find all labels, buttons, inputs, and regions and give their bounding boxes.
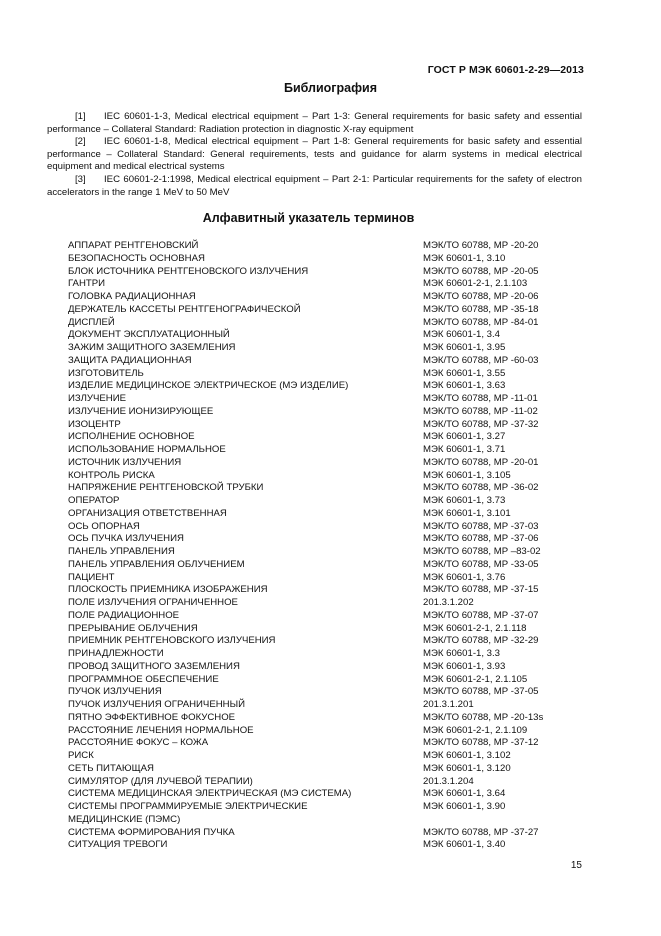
index-term: ПРЕРЫВАНИЕ ОБЛУЧЕНИЯ xyxy=(68,622,198,634)
index-reference: МЭК 60601-1, 3.4 xyxy=(423,329,501,341)
index-term: ЗАЩИТА РАДИАЦИОННАЯ xyxy=(68,354,192,366)
index-term: ДИСПЛЕЙ xyxy=(68,316,115,328)
index-reference: МЭК 60601-1, 3.95 xyxy=(423,342,506,353)
index-reference: МЭК/ТО 60788, МР -11-02 xyxy=(423,405,538,417)
index-row xyxy=(68,431,588,444)
index-term: ПАНЕЛЬ УПРАВЛЕНИЯ xyxy=(68,546,175,557)
index-reference: МЭК/ТО 60788, МР -37-15 xyxy=(423,584,539,596)
index-row xyxy=(68,597,588,610)
index-reference: МЭК/ТО 60788, МР –83-02 xyxy=(423,546,541,557)
index-reference: МЭК/ТО 60788, МР -20-01 xyxy=(423,456,539,468)
index-reference: МЭК/ТО 60788, МР -37-07 xyxy=(423,609,539,621)
index-row xyxy=(68,776,588,789)
index-term: ПРОГРАММНОЕ ОБЕСПЕЧЕНИЕ xyxy=(68,673,219,685)
index-term: ГОЛОВКА РАДИАЦИОННАЯ xyxy=(68,291,196,302)
index-row xyxy=(68,317,588,330)
index-reference: МЭК 60601-1, 3.105 xyxy=(423,469,511,481)
index-row xyxy=(68,584,588,597)
bibliography-list xyxy=(47,111,582,199)
index-row xyxy=(68,457,588,470)
index-reference: 201.3.1.204 xyxy=(423,775,474,787)
bibliography-entry-number: [1] xyxy=(75,111,86,122)
index-reference: 201.3.1.202 xyxy=(423,597,474,608)
bibliography-entry xyxy=(47,136,582,174)
index-term: ДЕРЖАТЕЛЬ КАССЕТЫ РЕНТГЕНОГРАФИЧЕСКОЙ xyxy=(68,303,301,315)
index-term: СИТУАЦИЯ ТРЕВОГИ xyxy=(68,839,168,851)
index-reference: МЭК 60601-1, 3.93 xyxy=(423,660,506,672)
index-term: ОРГАНИЗАЦИЯ ОТВЕТСТВЕННАЯ xyxy=(68,507,227,519)
index-reference: МЭК/ТО 60788, МР -60-03 xyxy=(423,354,539,366)
bibliography-entry xyxy=(47,111,582,136)
bibliography-entry-number: [3] xyxy=(75,173,86,185)
index-reference: МЭК 60601-1, 3.10 xyxy=(423,252,506,264)
index-title: Алфавитный указатель терминов xyxy=(202,211,415,225)
index-row xyxy=(68,635,588,648)
index-term: ИЗЛУЧЕНИЕ xyxy=(68,393,126,404)
index-reference: МЭК 60601-1, 3.55 xyxy=(423,367,506,379)
index-row xyxy=(68,482,588,495)
index-row xyxy=(68,839,588,852)
index-reference: МЭК 60601-1, 3.90 xyxy=(423,801,506,812)
index-reference: МЭК 60601-1, 3.76 xyxy=(423,571,506,583)
index-row xyxy=(68,686,588,699)
index-row xyxy=(68,801,588,814)
index-term: РАССТОЯНИЕ ФОКУС – КОЖА xyxy=(68,737,209,749)
index-row xyxy=(68,712,588,725)
index-reference: МЭК/ТО 60788, МР -33-05 xyxy=(423,558,539,570)
index-row xyxy=(68,814,588,827)
index-term: ПУЧОК ИЗЛУЧЕНИЯ xyxy=(68,686,162,698)
index-row xyxy=(68,444,588,457)
index-term: ИСТОЧНИК ИЗЛУЧЕНИЯ xyxy=(68,456,182,468)
index-term: ПРИЕМНИК РЕНТГЕНОВСКОГО ИЗЛУЧЕНИЯ xyxy=(68,635,276,647)
index-term: ПРИНАДЛЕЖНОСТИ xyxy=(68,648,164,659)
index-reference: МЭК/ТО 60788, МР -11-01 xyxy=(423,393,538,404)
document-code: ГОСТ Р МЭК 60601-2-29—2013 xyxy=(427,64,584,76)
index-term: ПЛОСКОСТЬ ПРИЕМНИКА ИЗОБРАЖЕНИЯ xyxy=(68,584,268,596)
index-term: ПРОВОД ЗАЩИТНОГО ЗАЗЕМЛЕНИЯ xyxy=(68,660,240,672)
index-row xyxy=(68,419,588,432)
index-reference: МЭК/ТО 60788, МР -20-05 xyxy=(423,265,539,277)
index-term: ИСПОЛЬЗОВАНИЕ НОРМАЛЬНОЕ xyxy=(68,444,226,455)
index-term: ОПЕРАТОР xyxy=(68,495,120,506)
index-reference: МЭК/ТО 60788, МР -37-27 xyxy=(423,826,539,838)
index-reference: МЭК/ТО 60788, МР -37-06 xyxy=(423,533,539,545)
index-reference: МЭК 60601-1, 3.40 xyxy=(423,839,506,851)
index-term: ОСЬ ОПОРНАЯ xyxy=(68,520,140,532)
index-row xyxy=(68,508,588,521)
index-reference: 201.3.1.201 xyxy=(423,699,474,710)
index-reference: МЭК 60601-1, 3.102 xyxy=(423,750,511,761)
index-row xyxy=(68,533,588,546)
index-term: ПОЛЕ РАДИАЦИОННОЕ xyxy=(68,609,180,621)
index-reference: МЭК/ТО 60788, МР -37-32 xyxy=(423,418,539,430)
index-reference: МЭК/ТО 60788, МР -84-01 xyxy=(423,316,539,328)
index-reference: МЭК 60601-1, 3.120 xyxy=(423,762,511,774)
index-reference: МЭК/ТО 60788, МР -35-18 xyxy=(423,303,539,315)
index-reference: МЭК/ТО 60788, МР -20-20 xyxy=(423,240,539,251)
index-row xyxy=(68,661,588,674)
index-row xyxy=(68,342,588,355)
index-row xyxy=(68,253,588,266)
index-reference: МЭК/ТО 60788, МР -37-03 xyxy=(423,520,539,532)
bibliography-entry xyxy=(47,174,582,199)
index-reference: МЭК/ТО 60788, МР -20-13s xyxy=(423,711,544,723)
index-row xyxy=(68,725,588,738)
index-row xyxy=(68,406,588,419)
bibliography-entry-text: IEC 60601-2-1:1998, Medical electrical equipment – Part 2-1: Particular requirements for the safety of electron accelerators in the range 1 MeV to 50 MeV xyxy=(47,173,582,198)
index-reference: МЭК 60601-1, 3.27 xyxy=(423,431,506,443)
index-term: ПАЦИЕНТ xyxy=(68,571,115,583)
index-row xyxy=(68,610,588,623)
index-reference: МЭК 60601-1, 3.101 xyxy=(423,507,511,519)
index-reference: МЭК/ТО 60788, МР -20-06 xyxy=(423,291,539,302)
index-row xyxy=(68,329,588,342)
index-term: АППАРАТ РЕНТГЕНОВСКИЙ xyxy=(68,240,199,251)
index-reference: МЭК 60601-1, 3.3 xyxy=(423,648,501,659)
index-term: ИЗОЦЕНТР xyxy=(68,418,121,430)
index-row xyxy=(68,788,588,801)
index-row xyxy=(68,291,588,304)
index-row xyxy=(68,572,588,585)
index-term: БЕЗОПАСНОСТЬ ОСНОВНАЯ xyxy=(68,252,205,264)
index-row xyxy=(68,763,588,776)
index-row xyxy=(68,368,588,381)
index-reference xyxy=(423,814,588,827)
index-row xyxy=(68,470,588,483)
index-row xyxy=(68,495,588,508)
index-term: ПОЛЕ ИЗЛУЧЕНИЯ ОГРАНИЧЕННОЕ xyxy=(68,597,238,608)
index-reference: МЭК 60601-1, 3.71 xyxy=(423,444,506,455)
bibliography-title: Библиография xyxy=(283,81,378,95)
index-row xyxy=(68,737,588,750)
index-term: ПЯТНО ЭФФЕКТИВНОЕ ФОКУСНОЕ xyxy=(68,711,236,723)
index-row xyxy=(68,380,588,393)
page-number: 15 xyxy=(570,860,582,871)
index-term: СИСТЕМЫ ПРОГРАММИРУЕМЫЕ ЭЛЕКТРИЧЕСКИЕ xyxy=(68,801,308,812)
index-term: ИЗЛУЧЕНИЕ ИОНИЗИРУЮЩЕЕ xyxy=(68,405,214,417)
index-term: БЛОК ИСТОЧНИКА РЕНТГЕНОВСКОГО ИЗЛУЧЕНИЯ xyxy=(68,265,309,277)
index-term: ИЗГОТОВИТЕЛЬ xyxy=(68,367,144,379)
index-reference: МЭК/ТО 60788, МР -36-02 xyxy=(423,482,539,494)
index-reference: МЭК 60601-1, 3.64 xyxy=(423,788,506,800)
index-row xyxy=(68,699,588,712)
bibliography-entry-text: IEC 60601-1-3, Medical electrical equipment – Part 1-3: General requirements for basic safety and essential performance – Collateral Standard: Radiation protection in diagnostic X-ray equipment xyxy=(47,111,582,135)
index-row xyxy=(68,827,588,840)
index-term: РИСК xyxy=(68,750,94,761)
index-term: РАССТОЯНИЕ ЛЕЧЕНИЯ НОРМАЛЬНОЕ xyxy=(68,724,254,736)
index-row xyxy=(68,304,588,317)
bibliography-entry-number: [2] xyxy=(75,136,86,148)
index-term: КОНТРОЛЬ РИСКА xyxy=(68,469,155,481)
index-row xyxy=(68,278,588,291)
index-term: ПУЧОК ИЗЛУЧЕНИЯ ОГРАНИЧЕННЫЙ xyxy=(68,699,245,710)
term-index-list xyxy=(68,240,588,852)
index-term: ГАНТРИ xyxy=(68,278,106,290)
index-term: СЕТЬ ПИТАЮЩАЯ xyxy=(68,762,154,774)
index-row xyxy=(68,750,588,763)
index-reference: МЭК 60601-1, 3.73 xyxy=(423,495,506,506)
index-reference: МЭК 60601-2-1, 2.1.103 xyxy=(423,278,528,290)
index-term: СИМУЛЯТОР (ДЛЯ ЛУЧЕВОЙ ТЕРАПИИ) xyxy=(68,775,253,787)
index-term: ИЗДЕЛИЕ МЕДИЦИНСКОЕ ЭЛЕКТРИЧЕСКОЕ (МЭ ИЗДЕЛИЕ) xyxy=(68,380,349,392)
index-row xyxy=(68,546,588,559)
index-term: СИСТЕМА ФОРМИРОВАНИЯ ПУЧКА xyxy=(68,826,235,838)
index-row xyxy=(68,623,588,636)
index-row xyxy=(68,648,588,661)
index-row xyxy=(68,674,588,687)
index-reference: МЭК 60601-2-1, 2.1.105 xyxy=(423,673,528,685)
index-row xyxy=(68,266,588,279)
bibliography-entry-text: IEC 60601-1-8, Medical electrical equipment – Part 1-8: General requirements for basic safety and essential performance – Collateral Standard: General requirements, tests and guidance for alarm systems in medical electrical equipment and medical electrical systems xyxy=(47,136,582,173)
index-term: ДОКУМЕНТ ЭКСПЛУАТАЦИОННЫЙ xyxy=(68,329,230,341)
index-term: СИСТЕМА МЕДИЦИНСКАЯ ЭЛЕКТРИЧЕСКАЯ (МЭ СИСТЕМА) xyxy=(68,788,352,800)
index-row xyxy=(68,355,588,368)
index-term: НАПРЯЖЕНИЕ РЕНТГЕНОВСКОЙ ТРУБКИ xyxy=(68,482,264,494)
index-term: ПАНЕЛЬ УПРАВЛЕНИЯ ОБЛУЧЕНИЕМ xyxy=(68,558,245,570)
index-reference: МЭК 60601-2-1, 2.1.109 xyxy=(423,724,528,736)
index-reference: МЭК 60601-1, 3.63 xyxy=(423,380,506,392)
index-row xyxy=(68,240,588,253)
index-term: ОСЬ ПУЧКА ИЗЛУЧЕНИЯ xyxy=(68,533,184,545)
index-reference: МЭК/ТО 60788, МР -32-29 xyxy=(423,635,539,647)
index-reference: МЭК/ТО 60788, МР -37-12 xyxy=(423,737,539,749)
index-reference: МЭК 60601-2-1, 2.1.118 xyxy=(423,622,527,634)
index-row xyxy=(68,521,588,534)
index-row xyxy=(68,559,588,572)
index-term: МЕДИЦИНСКИЕ (ПЭМС) xyxy=(68,813,181,825)
index-term: ИСПОЛНЕНИЕ ОСНОВНОЕ xyxy=(68,431,195,443)
index-reference: МЭК/ТО 60788, МР -37-05 xyxy=(423,686,539,698)
index-row xyxy=(68,393,588,406)
index-term: ЗАЖИМ ЗАЩИТНОГО ЗАЗЕМЛЕНИЯ xyxy=(68,342,236,353)
